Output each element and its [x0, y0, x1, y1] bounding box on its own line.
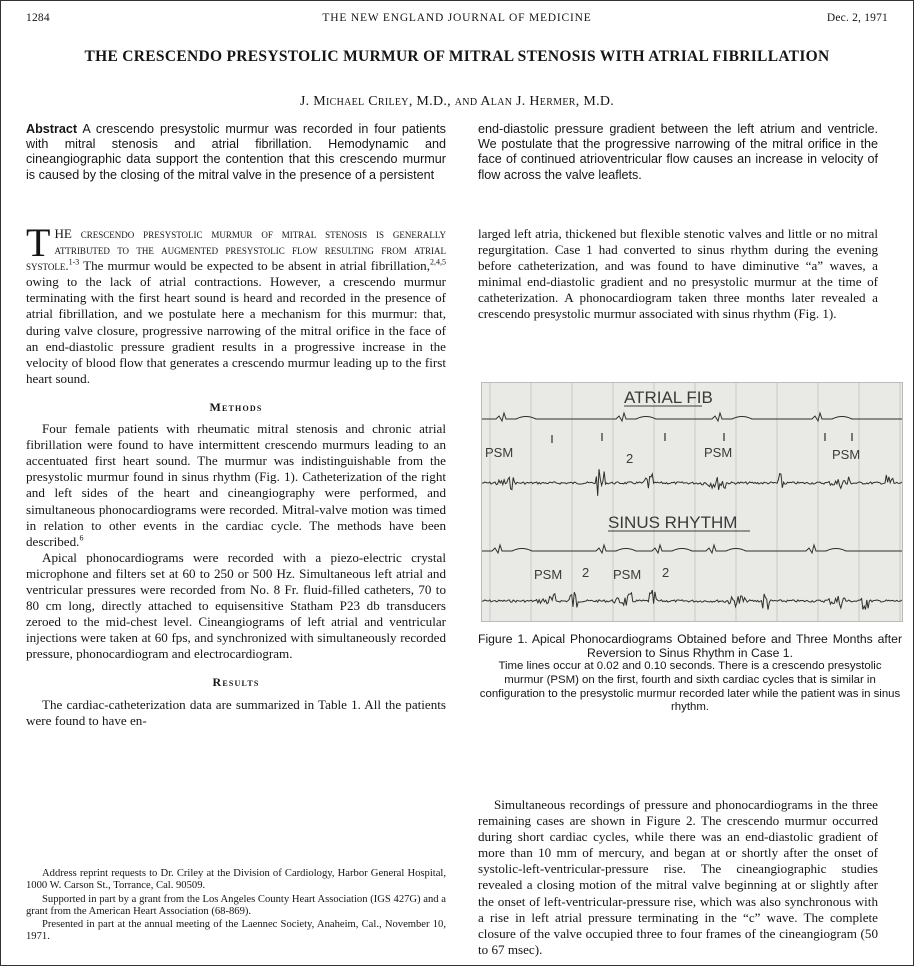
abstract-text-left: A crescendo presystolic murmur was recorded in four patients with mitral stenosis and atrial fibrillation. Hemodynamic and cineangiographic data support the contention that this crescendo murmur is caused by the closing of the mitral valve in the presence of a persistent	[26, 122, 446, 182]
reference-superscript: 6	[79, 533, 84, 543]
figure-1-phonocardiogram	[481, 382, 903, 622]
reference-superscript: 1-3	[68, 257, 80, 267]
annotation-s2: 2	[582, 565, 590, 580]
page-number: 1284	[26, 12, 50, 24]
figure-caption	[478, 632, 902, 715]
annotation-psm: PSM	[485, 445, 514, 460]
annotation-s2: 2	[662, 565, 670, 580]
results-paragraph-1: The cardiac-catheterization data are summarized in Table 1. All the patients were found to have en-	[26, 696, 446, 728]
left-column	[26, 220, 446, 729]
annotation-psm: PSM	[534, 567, 563, 582]
abstract-right: end-diastolic pressure gradient between the left atrium and ventricle. We postulate that the progressive narrowing of the mitral orifice in the face of continued atrioventricular flow causes an increase in velocity of flow across the valve leaflets.	[478, 122, 878, 182]
issue-date: Dec. 2, 1971	[826, 12, 888, 24]
intro-paragraph	[26, 220, 446, 387]
phono-trace-atrial-fib	[482, 469, 902, 496]
caption-title: Figure 1. Apical Phonocardiograms Obtained before and Three Months after Reversion to Sinus Rhythm in Case 1.	[478, 632, 902, 661]
intro-text-2: The murmur would be expected to be absent in atrial fibrillation,	[79, 258, 430, 274]
annotation-psm: PSM	[704, 445, 733, 460]
phonocardiogram-traces	[482, 383, 902, 621]
drop-cap: T	[26, 220, 51, 265]
footnote: Presented in part at the annual meeting of the Laennec Society, Anaheim, Cal., November 10, 1971.	[26, 919, 446, 943]
results-heading: Results	[212, 675, 260, 690]
annotation-psm: PSM	[832, 447, 861, 462]
annotation-psm: PSM	[613, 567, 642, 582]
reference-superscript: 2,4,5	[430, 257, 446, 267]
panel-label-atrial-fib: ATRIAL FIB	[624, 388, 713, 407]
right-column-lower	[478, 797, 878, 958]
footnote: Address reprint requests to Dr. Criley at the Division of Cardiology, Harbor General Hospital, 1000 W. Carson St., Torrance, Cal. 90509.	[26, 868, 446, 892]
caption-body: Time lines occur at 0.02 and 0.10 seconds. There is a crescendo presystolic murmur (PSM) on the first, fourth and sixth cardiac cycles that is similar in configuration to the presystolic murmur recorded later while the patient was in sinus rhythm.	[479, 660, 901, 714]
article-title: THE CRESCENDO PRESYSTOLIC MURMUR OF MITRAL STENOSIS WITH ATRIAL FIBRILLATION	[84, 48, 830, 65]
methods-heading: Methods	[209, 399, 263, 414]
intro-text: HE crescendo presystolic murmur of mitral stenosis is generally attributed to the augmented presystolic flow resulting from atrial systole.	[26, 226, 446, 274]
ecg-trace-sinus-rhythm	[482, 545, 902, 553]
abstract-left	[26, 122, 446, 183]
right-column	[478, 226, 878, 323]
intro-text-3: owing to the lack of atrial contractions. However, a crescendo murmur terminating with the first heart sound is heard and recorded in the presence of atrial fibrillation, and we postulate here a mechanism for this murmur: that, during valve closure, progressive narrowing of the mitral orifice in the face of an end-diastolic pressure gradient results in a progressive increase in the velocity of blood flow that generates a crescendo murmur leading up to the first heart sound.	[26, 274, 446, 386]
abstract-label: Abstract	[26, 122, 78, 136]
results-continued-paragraph: larged left atria, thickened but flexible stenotic valves and little or no mitral regurgitation. Case 1 had converted to sinus rhythm during the evening before catheterization, and was found to have diminutive “a” waves, a minimal end-diastolic gradient and no presystolic murmur at the time of catheterization. A phonocardiogram taken three months later revealed a crescendo presystolic murmur associated with sinus rhythm (Fig. 1).	[478, 226, 878, 322]
footnotes	[26, 868, 446, 945]
methods-paragraph-2: Apical phonocardiograms were recorded with a piezo-electric crystal microphone and filters set at 60 to 250 or 500 Hz. Simultaneous left atrial and ventricular pressures were recorded from No. 8 Fr. fluid-filled catheters, 70 to 80 cm long, directly attached to equisensitive Statham P23 db transducers zeroed to the mid-chest level. Cineangiograms of left atrial and ventricular injections were taken at 60 fps, and synchronized with simultaneously recorded pressure, phonocardiogram and electrocardiogram.	[26, 549, 446, 662]
phono-trace-sinus-rhythm	[482, 590, 902, 610]
methods-paragraph-1	[26, 421, 446, 550]
journal-name: THE NEW ENGLAND JOURNAL OF MEDICINE	[322, 12, 592, 24]
ecg-trace-atrial-fib	[482, 413, 902, 421]
methods-text-1: Four female patients with rheumatic mitral stenosis and chronic atrial fibrillation were found to have intermittent crescendo murmurs leading to an accentuated first heart sound. The murmur was indistinguishable from the presystolic murmur found in sinus rhythm (Fig. 1). Catheterization of the right and left sides of the heart and cineangiography were performed, and simultaneous phonocardiograms were recorded. Mitral-valve motion was timed in relation to other events in the cardiac cycle. The methods have been described.	[26, 421, 446, 549]
article-authors: J. Michael Criley, M.D., and Alan J. Hermer, M.D.	[299, 94, 615, 109]
recordings-paragraph: Simultaneous recordings of pressure and phonocardiograms in the three remaining cases are shown in Figure 2. The crescendo murmur occurred during short cardiac cycles, while there was an end-diastolic gradient of more than 10 mm of mercury, and began at or shortly after the onset of systolic-left-ventricular-pressure rise. The cineangiographic studies revealed a closing motion of the mitral valve beginning at or slightly after the onset of left-ventricular-pressure rise, which was also synchronous with a rise in left atrial pressure terminating in the “c” wave. The complete closure of the valve occupied three to four frames of the cineangiogram (50 to 67 msec).	[478, 797, 878, 957]
footnote: Supported in part by a grant from the Los Angeles County Heart Association (IGS 427G) and a grant from the American Heart Association (68-869).	[26, 893, 446, 917]
panel-label-sinus-rhythm: SINUS RHYTHM	[608, 513, 738, 532]
annotation-s2: 2	[626, 451, 634, 466]
